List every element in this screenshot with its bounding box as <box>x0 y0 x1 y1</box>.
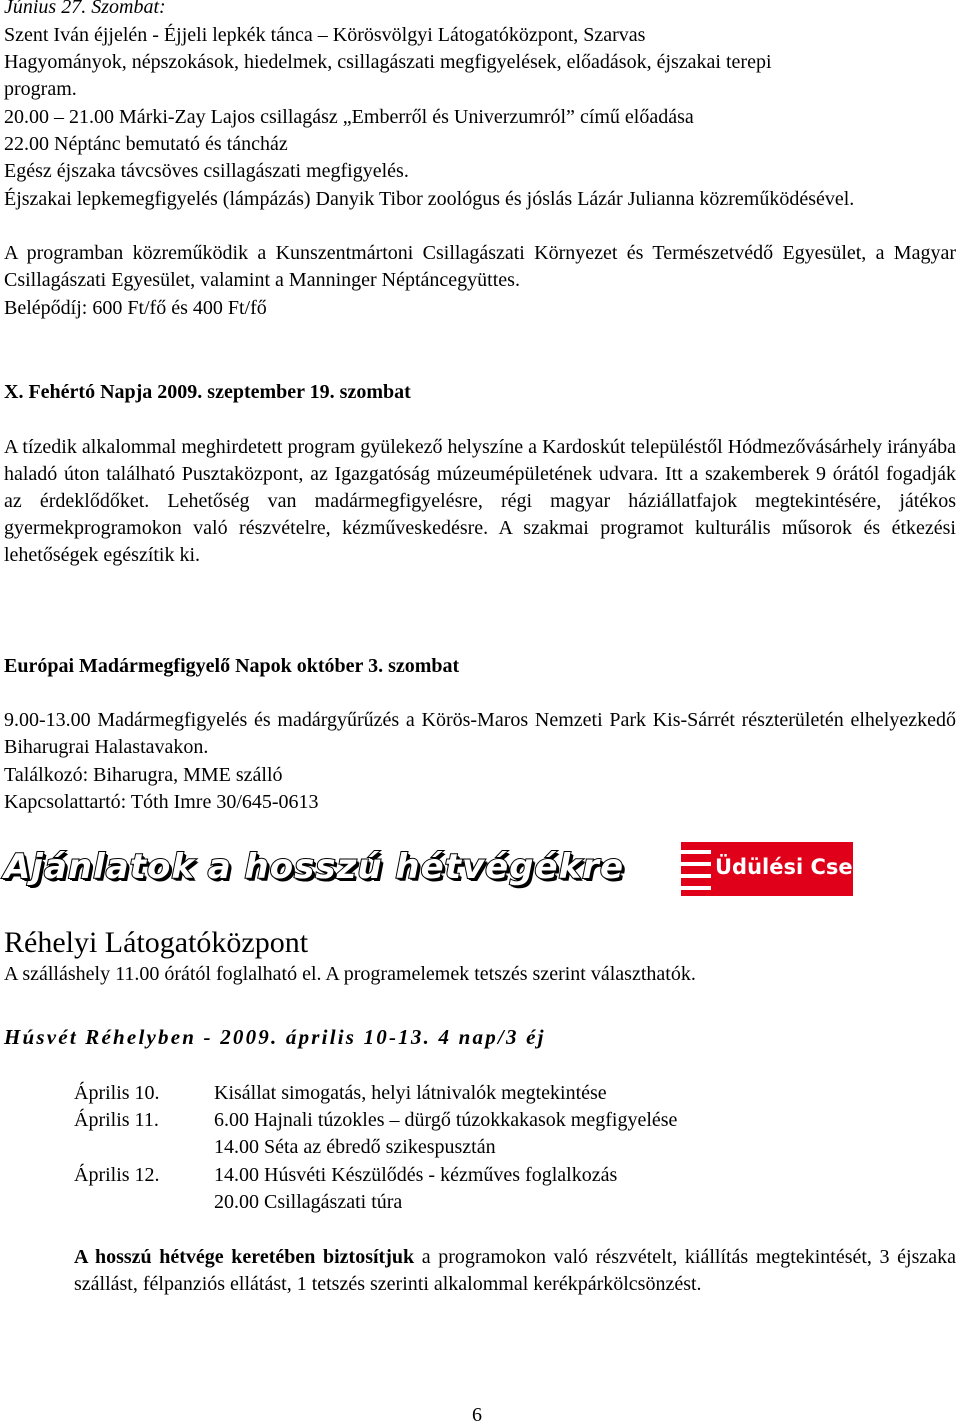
date-heading: Június 27. Szombat: <box>4 0 166 18</box>
offer-rest: a programokon való részvételt, kiállítás megtekintését, 3 éjszaka szállást, félpanziós ellátást, 1 tetszés szerinti alkalommal kerékpárkölcsönzést. <box>74 1246 956 1295</box>
schedule-day: Április 12. <box>74 1164 160 1186</box>
dance-item: 22.00 Néptánc bemutató és táncház <box>4 133 288 155</box>
rehely-intro: A szálláshely 11.00 órától foglalható el. A programelemek tetszés szerint választhatók. <box>4 963 696 985</box>
rehely-heading: Réhelyi Látogatóközpont <box>4 926 309 959</box>
udulesi-csekk-logo <box>681 842 881 896</box>
intro-line-1: Hagyományok, népszokások, hiedelmek, csillagászati megfigyelések, előadások, éjszakai terepi <box>4 51 772 73</box>
fehert-heading: X. Fehértó Napja 2009. szeptember 19. szombat <box>4 381 411 403</box>
moths-paragraph: Éjszakai lepkemegfigyelés (lámpázás) Danyik Tibor zoológus és jóslás Lázár Julianna közreműködésével. <box>4 188 855 210</box>
schedule-item: 6.00 Hajnali túzokles – dürgő túzokkakasok megfigyelése <box>214 1109 678 1131</box>
schedule-day: Április 11. <box>74 1109 159 1131</box>
offers-banner <box>4 845 624 889</box>
schedule-item: Kisállat simogatás, helyi látnivalók megtekintése <box>214 1082 607 1104</box>
easter-heading: Húsvét Réhelyben - 2009. április 10-13. 4 nap/3 éj <box>4 1025 546 1049</box>
meeting-line: Találkozó: Biharugra, MME szálló <box>4 764 283 786</box>
birdwatch-body: 9.00-13.00 Madármegfigyelés és madárgyűrűzés a Körös-Maros Nemzeti Park Kis-Sárrét részterületén elhelyezkedő Biharugrai Halastavakon. <box>4 709 956 758</box>
schedule-item: 20.00 Csillagászati túra <box>214 1191 403 1213</box>
lecture-item: 20.00 – 21.00 Márki-Zay Lajos csillagász „Emberről és Univerzumról” című előadása <box>4 106 694 128</box>
offers-banner-text: Ajánlatok a hosszú hétvégékre <box>4 847 624 887</box>
schedule-day: Április 10. <box>74 1082 160 1104</box>
schedule-item: 14.00 Húsvéti Készülődés - kézműves foglalkozás <box>214 1164 618 1186</box>
fee-line: Belépődíj: 600 Ft/fő és 400 Ft/fő <box>4 297 267 319</box>
partners-paragraph: A programban közreműködik a Kunszentmártoni Csillagászati Környezet és Természetvédő Egyesület, a Magyar Csillagászati Egyesület, valamint a Manninger Néptáncegyüttes. <box>4 242 956 291</box>
event-title: Szent Iván éjjelén - Éjjeli lepkék tánca – Körösvölgyi Látogatóközpont, Szarvas <box>4 24 646 46</box>
intro-line-2: program. <box>4 78 77 100</box>
birdwatch-heading: Európai Madármegfigyelő Napok október 3. szombat <box>4 655 460 677</box>
logo-text: Üdülési Csekk <box>715 855 881 879</box>
offer-paragraph <box>74 1244 956 1298</box>
offer-bold: A hosszú hétvége keretében biztosítjuk <box>74 1246 415 1268</box>
schedule-item: 14.00 Séta az ébredő szikespusztán <box>214 1136 496 1158</box>
logo-mark-icon <box>681 842 711 896</box>
contact-line: Kapcsolattartó: Tóth Imre 30/645-0613 <box>4 791 319 813</box>
fehert-body: A tízedik alkalommal meghirdetett program gyülekező helyszíne a Kardoskút településtől Hódmezővásárhely irányába haladó úton található Pusztaközpont, az Igazgatóság múzeumépületének udvara. Itt a szakemberek 9 órától fogadják az érdeklődőket. Lehetőség van madármegfigyelésre, régi magyar háziállatfajok megtekintésére, játékos gyermekprogramokon való részvételre, kézműveskedésre. A szakmai programot kulturális műsorok és étkezési lehetőségek egészítik ki. <box>4 436 956 566</box>
page-number: 6 <box>472 1404 482 1426</box>
observation-item: Egész éjszaka távcsöves csillagászati megfigyelés. <box>4 160 409 182</box>
